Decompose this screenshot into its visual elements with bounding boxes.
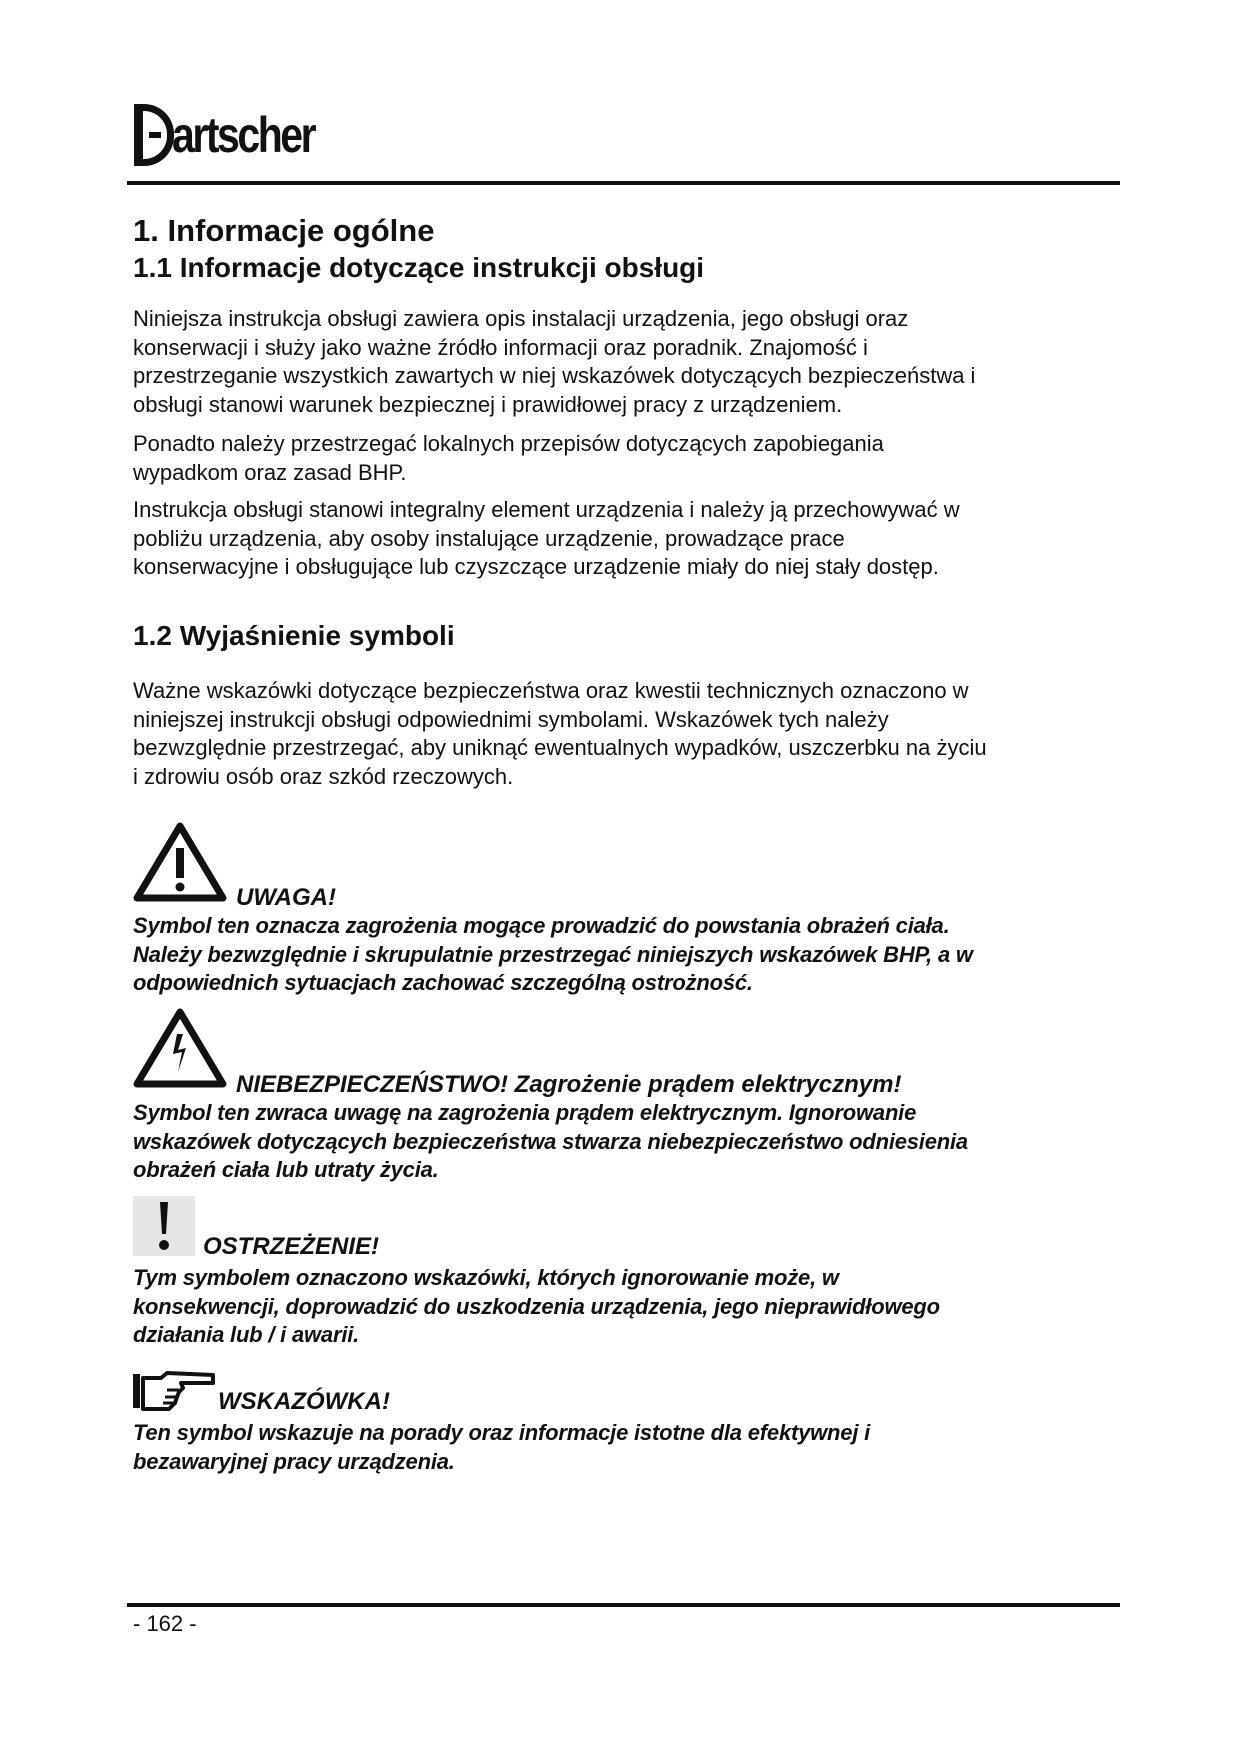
text-line: konsekwencji, doprowadzić do uszkodzenia urządzenia, jego nieprawidłowego — [133, 1293, 940, 1319]
text-line: bezwzględnie przestrzegać, aby uniknąć ewentualnych wypadków, uszczerbku na życiu — [133, 735, 987, 760]
text-line: obsługi stanowi warunek bezpiecznej i prawidłowej pracy z urządzeniem. — [133, 391, 843, 417]
warning-triangle-icon — [133, 822, 227, 904]
text-line: Symbol ten zwraca uwagę na zagrożenia prądem elektrycznym. Ignorowanie — [133, 1100, 917, 1125]
text-line: odpowiednich sytuacjach zachować szczególną ostrożność. — [133, 970, 753, 995]
text-line: konserwacji i służy jako ważne źródło informacji oraz poradnik. Znajomość i — [133, 334, 868, 360]
text-line: Ważne wskazówki dotyczące bezpieczeństwa oraz kwestii technicznych oznaczono w — [133, 678, 969, 703]
page-number: - 162 - — [133, 1611, 197, 1636]
text-line: Symbol ten oznacza zagrożenia mogące prowadzić do powstania obrażeń ciała. — [133, 913, 950, 938]
pointing-hand-icon — [133, 1370, 217, 1412]
note-text — [133, 1264, 940, 1350]
text-line: Instrukcja obsługi stanowi integralny element urządzenia i należy ją przechowywać w — [133, 497, 960, 522]
note-text — [133, 912, 973, 998]
text-line: bezawaryjnej pracy urządzenia. — [133, 1448, 455, 1474]
text-line: Ponadto należy przestrzegać lokalnych przepisów dotyczących zapobiegania — [133, 431, 884, 456]
note-text — [133, 1419, 870, 1476]
subsection-title: 1.1 Informacje dotyczące instrukcji obsługi — [133, 252, 705, 283]
paragraph — [133, 430, 884, 487]
text-line: pobliżu urządzenia, aby osoby instalujące urządzenie, prowadzące prace — [133, 525, 845, 551]
text-line: niniejszej instrukcji obsługi odpowiednimi symbolami. Wskazówek tych należy — [133, 706, 889, 732]
text-line: działania lub / i awarii. — [133, 1322, 360, 1347]
text-line: i zdrowiu osób oraz szkód rzeczowych. — [133, 763, 514, 789]
text-line: wskazówek dotyczących bezpieczeństwa stwarza niebezpieczeństwo odniesienia — [133, 1128, 968, 1154]
subsection-title: 1.2 Wyjaśnienie symboli — [133, 620, 455, 651]
logo-text: artscher — [172, 107, 315, 163]
note-title: WSKAZÓWKA! — [218, 1388, 390, 1415]
note-title: NIEBEZPIECZEŃSTWO! Zagrożenie prądem elektrycznym! — [236, 1071, 902, 1098]
paragraph — [133, 305, 975, 419]
text-line: obrażeń ciała lub utraty życia. — [133, 1157, 439, 1182]
header-rule — [127, 181, 1120, 185]
text-line: Należy bezwzględnie i skrupulatnie przestrzegać niniejszych wskazówek BHP, a w — [133, 941, 973, 967]
text-line: konserwacyjne i obsługujące lub czyszczące urządzenie miały do niej stały dostęp. — [133, 554, 939, 579]
logo-b-mark — [134, 104, 174, 166]
section-title: 1. Informacje ogólne — [133, 213, 435, 248]
electric-hazard-icon — [133, 1008, 227, 1090]
text-line: Tym symbolem oznaczono wskazówki, których ignorowanie może, w — [133, 1265, 839, 1290]
bartscher-logo — [134, 104, 345, 166]
note-text — [133, 1099, 968, 1185]
text-line: Niniejsza instrukcja obsługi zawiera opis instalacji urządzenia, jego obsługi oraz — [133, 306, 909, 331]
note-title: OSTRZEŻENIE! — [203, 1233, 380, 1260]
paragraph — [133, 677, 987, 791]
text-line: przestrzeganie wszystkich zawartych w niej wskazówek dotyczących bezpieczeństwa i — [133, 363, 976, 388]
text-line: Ten symbol wskazuje na porady oraz informacje istotne dla efektywnej i — [133, 1420, 871, 1445]
note-title: UWAGA! — [236, 884, 336, 911]
footer-rule — [127, 1603, 1120, 1607]
text-line: wypadkom oraz zasad BHP. — [133, 459, 407, 485]
exclamation-icon — [133, 1196, 195, 1256]
paragraph — [133, 496, 960, 582]
